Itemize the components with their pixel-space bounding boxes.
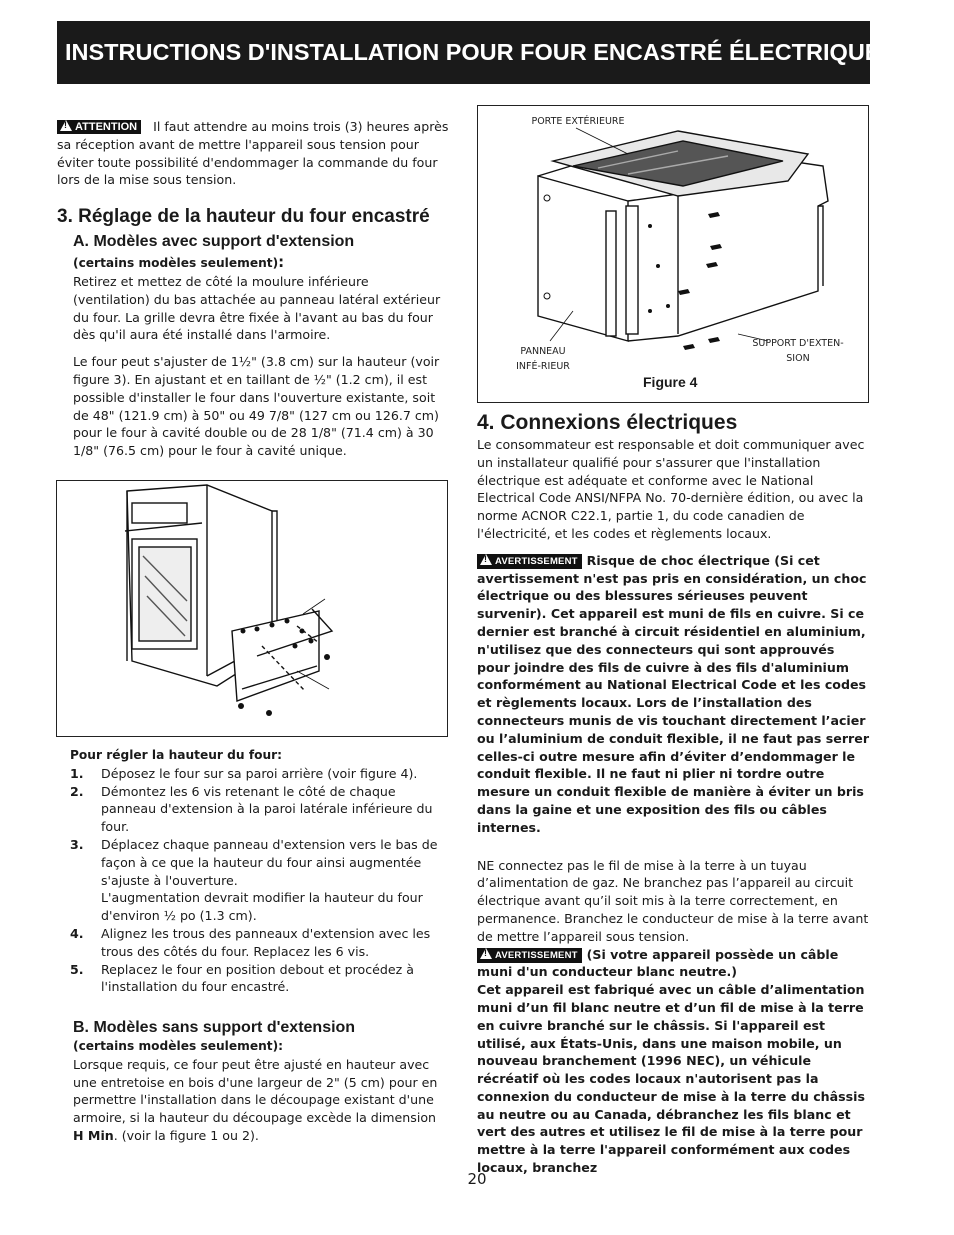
warning-shock-paragraph: !AVERTISSEMENT Risque de choc électrique (Si cet avertissement n'est pas pris en considération, un choc électrique ou des blessures sérieuses peuvent survenir). Cet appareil est muni de fils en cuivre. Si ce dernier est branché à circuit résidentiel en aluminium, n'utilisez que des connecteurs qui sont approuvés pour joindre des fils de cuivre à des fils d'aluminium conformément au National Electrical Code et les codes et règlements locaux. Lors de l’installation des connecteurs munis de vis touchant directement l’acier ou l’aluminium de conduit flexible, il ne faut pas serrer celles-ci outre mesure afin d’éviter d’endommager le conduit flexible. Il ne faut ni plier ni tordre outre mesure un conduit flexible de manière à éviter un bris dans la gaine et une exposition des fils ou câbles internes. bbox=[477, 552, 871, 837]
callout-lower-panel: PANNEAU INFÉ-RIEUR bbox=[516, 346, 570, 372]
attention-paragraph bbox=[57, 118, 449, 189]
section4-paragraph-1: Le consommateur est responsable et doit communiquer avec un installateur qualifié pour s'assurer que l'installation électrique est adéquate et conforme avec le National Electrical Code ANSI/NFPA No. 70-dernière édition, ou avec la norme ACNOR C22.1, partie 1, du code canadien de l'électricité, et les codes et règlements locaux. bbox=[477, 437, 865, 541]
list-item: 1. Déposez le four sur sa paroi arrière (voir figure 4). bbox=[70, 765, 418, 781]
left-column bbox=[57, 118, 449, 460]
section3a-title: A. Modèles avec support d'extension bbox=[73, 233, 355, 251]
page-title-banner bbox=[57, 21, 881, 84]
warning-badge: !AVERTISSEMENT bbox=[477, 554, 582, 569]
section3a-paragraph-1: Retirez et mettez de côté la moulure inférieure (ventilation) du bas attachée au panneau latéral extérieur du four. La grille devra être fixée à l'avant au bas du four dès qu'il aura été installé dans l'armoire. bbox=[73, 273, 441, 343]
height-adjust-steps bbox=[70, 747, 450, 996]
figure-4-label: Figure 4 bbox=[643, 374, 698, 390]
warning-triangle-icon bbox=[480, 948, 492, 959]
figure-3 bbox=[56, 480, 448, 737]
section3b-note: (certains modèles seulement): bbox=[73, 1039, 284, 1053]
warning-triangle-icon bbox=[480, 554, 492, 565]
section3a-paragraph-2: Le four peut s'ajuster de 1½" (3.8 cm) sur la hauteur (voir figure 3). En ajustant et en taillant de ½" (1.2 cm), il est possible d'installer le four dans l'ouverture existante, soit de 48" (121.9 cm) à 50" ou 49 7/8" (127 cm ou 126.7 cm) pour le four à cavité double ou de 28 1/8" (71.4 cm) à 30 1/8" (76.5 cm) pour le four à cavité unique. bbox=[73, 354, 440, 459]
section3a-note: (certains modèles seulement): bbox=[73, 253, 285, 272]
page-title: INSTRUCTIONS D'INSTALLATION POUR FOUR ENCASTRÉ ÉLECTRIQUE bbox=[65, 39, 881, 65]
section3b-title: B. Modèles sans support d'extension bbox=[73, 1019, 356, 1036]
callout-extension-support: SUPPORT D'EXTEN-SION bbox=[752, 338, 844, 364]
warning-neutral-paragraph: !AVERTISSEMENT (Si votre appareil possède un câble muni d'un conducteur blanc neutre.) Cet appareil est fabriqué avec un câble d’alimentation muni d’un fil blanc neutre et d’un fil de mise à la terre en cuivre branché sur le châssis. Si l'appareil est utilisé, aux États-Unis, dans une maison mobile, un nouveau branchement (1996 NEC), un véhicule récréatif où les codes locaux n'autorisent pas la connexion du conducteur de mise à la terre du châssis au neutre ou au Canada, débranchez les fils blanc et vert des autres et utilisez le fil de mise à la terre pour mettre à la terre l'appareil conformément aux codes locaux, branchez bbox=[477, 946, 871, 1177]
section3b-paragraph: Lorsque requis, ce four peut être ajusté en hauteur avec une entretoise en bois d'une largeur de 2" (5 cm) pour en permettre l'installation dans le découpage existant d'une armoire, si la hauteur du découpage excède la dimension H Min. (voir la figure 1 ou 2). bbox=[73, 1056, 438, 1143]
warning-triangle-icon bbox=[60, 120, 72, 131]
section3-title: 3. Réglage de la hauteur du four encastré bbox=[57, 206, 430, 228]
list-item: 3. Déplacez chaque panneau d'extension vers le bas de façon à ce que la hauteur du four ainsi augmentée s'ajuste à l'ouverture. L'augmentation devrait modifier la hauteur du four d'environ ½ po (1.3 cm). bbox=[70, 836, 438, 924]
list-item: 4. Alignez les trous des panneaux d'extension avec les trous des côtés du four. Replacez les 6 vis. bbox=[70, 925, 431, 959]
callout-outer-door: PORTE EXTÉRIEURE bbox=[531, 116, 625, 127]
attention-badge: !ATTENTION bbox=[57, 120, 141, 134]
right-column bbox=[477, 410, 871, 1177]
list-item: 2. Démontez les 6 vis retenant le côté de chaque panneau d'extension à la paroi latérale inférieure du four. bbox=[70, 783, 433, 835]
warning-badge: !AVERTISSEMENT bbox=[477, 948, 582, 963]
steps-title: Pour régler la hauteur du four: bbox=[70, 748, 283, 762]
attention-text: Il faut attendre au moins trois (3) heures après sa réception avant de mettre l'appareil sous tension pour éviter toute possibilité d'endommager la commande du four lors de la mise sous tension. bbox=[57, 119, 449, 188]
page-number: 20 bbox=[467, 1170, 487, 1188]
section3b bbox=[73, 1017, 449, 1145]
figure-4 bbox=[477, 105, 869, 403]
section4-title: 4. Connexions électriques bbox=[477, 411, 738, 434]
oven-extension-illustration bbox=[57, 481, 447, 736]
list-item: 5. Replacez le four en position debout et procédez à l'installation du four encastré. bbox=[70, 961, 414, 995]
section4-paragraph-2: NE connectez pas le fil de mise à la terre à un tuyau d’alimentation de gaz. Ne branchez pas l’appareil au circuit électrique avant qu’il soit mis à la terre correctement, en permanence. Branchez le conducteur de mise à la terre avant de mettre l’appareil sous tension. bbox=[477, 857, 869, 944]
